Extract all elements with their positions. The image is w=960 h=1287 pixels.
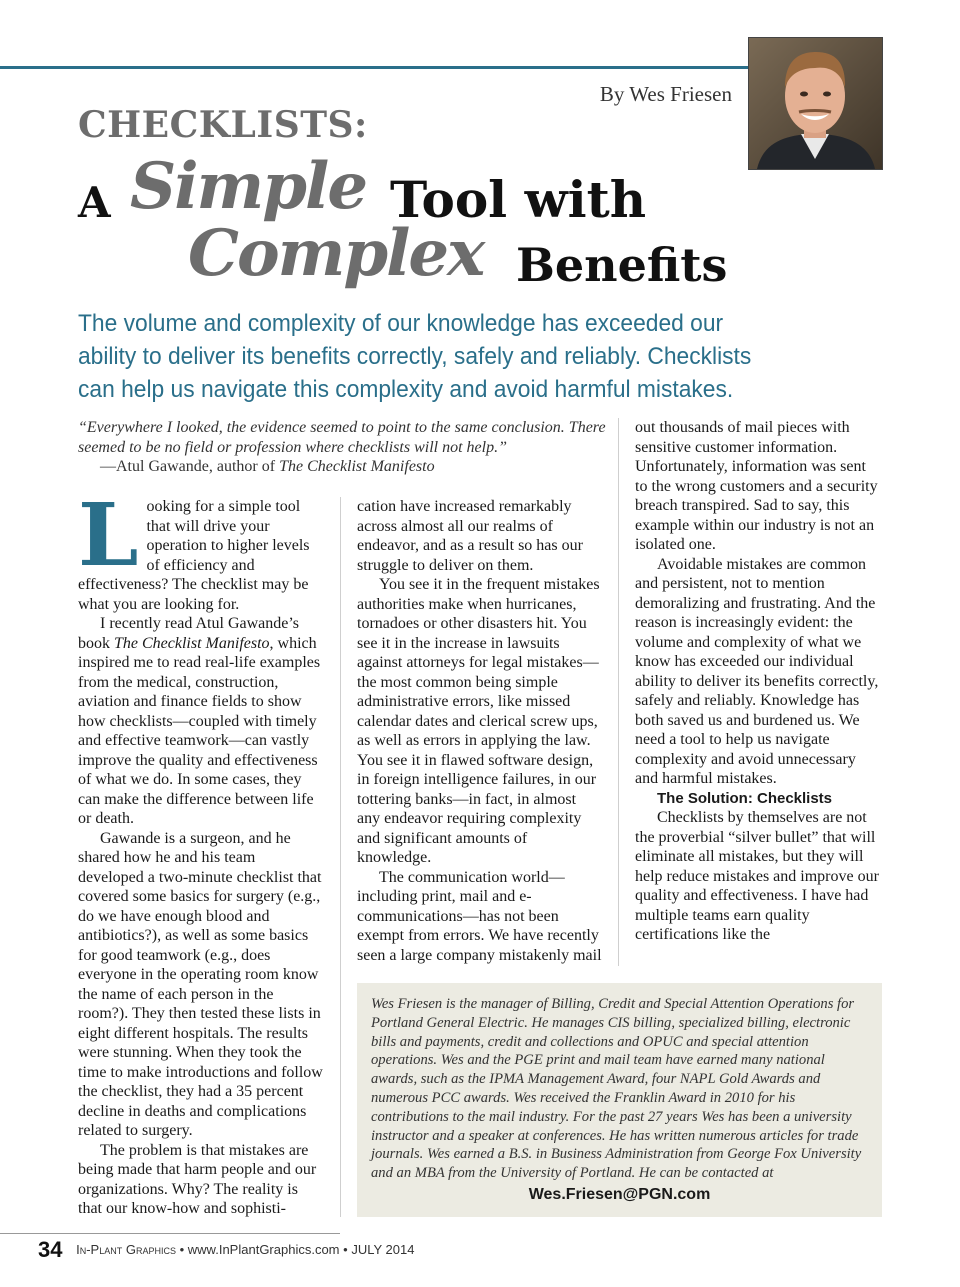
paragraph: out thousands of mail pieces with sensitive customer information. Unfortunately, information was sent to the wrong customers and a security breach transpired. Sad to say, this example within our industry is not an isolated one. xyxy=(635,419,878,553)
column-1 xyxy=(78,485,323,1219)
column-divider-1 xyxy=(340,497,341,1217)
paragraph: The communication world—including print, mail and e-communications—has not been exempt from errors. We have recently seen a large company mistakenly mail xyxy=(357,868,602,964)
author-email-link[interactable]: Wes.Friesen@PGN.com xyxy=(528,1185,711,1203)
author-bio-box xyxy=(357,983,882,1217)
footer-separator: • xyxy=(343,1242,348,1257)
title-word-complex: Complex xyxy=(188,216,484,291)
deck: The volume and complexity of our knowledge has exceeded our ability to deliver its benefits correctly, safely and reliably. Checklists can help us navigate this complexity and avoid harmful mistakes. xyxy=(78,310,752,403)
pull-quote xyxy=(78,418,618,477)
quote-attribution: —Atul Gawande, author of The Checklist Manifesto xyxy=(100,458,435,475)
byline: By Wes Friesen xyxy=(599,82,732,106)
magazine-name: In-Plant Graphics xyxy=(76,1242,176,1257)
column-divider-2 xyxy=(618,418,619,966)
author-photo-icon xyxy=(748,37,883,170)
paragraph: cation have increased remarkably across almost all our realms of endeavor, and as a result so has our struggle to deliver on them. xyxy=(357,498,583,574)
title-word-simple: Simple xyxy=(130,149,367,224)
page-number: 34 xyxy=(38,1237,63,1262)
paragraph: I recently read Atul Gawande’s book The Checklist Manifesto, which inspired me to read real-life examples from the medical, construction, aviation and finance fields to show how checklists—coupled with timely and effective teamwork—can vastly improve the quality and effectiveness of what we do. In some cases, they can make the difference between life or death. xyxy=(78,615,321,827)
quote-text: “Everywhere I looked, the evidence seemed to point to the same conclusion. There seemed to be no field or profession where checklists will not help.” xyxy=(78,419,606,456)
paragraph: You see it in the frequent mistakes authorities make when hurricanes, tornadoes or other disasters hit. You see it in the increase in lawsuits against attorneys for legal mistakes—the most common being simple administrative errors, like missed calendar dates and clerical screw ups, as well as errors in applying the law. You see it in flawed software design, in foreign intelligence failures, in our tottering banks—in fact, in almost any endeavor requiring complexity and significant amounts of knowledge. xyxy=(357,576,600,866)
issue-date: JULY 2014 xyxy=(351,1242,415,1257)
top-rule xyxy=(0,66,748,69)
paragraph: The problem is that mistakes are being made that harm people and our organizations. Why? The reality is that our know-how and sophisti- xyxy=(78,1141,317,1217)
title-words-tool-with: Tool with xyxy=(390,170,647,229)
book-title: The Checklist Manifesto xyxy=(114,634,270,652)
title-word-benefits: Benefits xyxy=(516,238,728,292)
column-2 xyxy=(357,497,602,965)
column-3 xyxy=(635,418,880,945)
footer-separator: • xyxy=(179,1242,185,1257)
footer xyxy=(38,1237,414,1263)
bio-text: Wes Friesen is the manager of Billing, Credit and Special Attention Operations for Portland General Electric. He manages CIS billing, specialized billing, electronic bills and payments, credit and collections and OPUC and special attention operations. Wes and the PGE print and mail team have earned many national awards, such as the IPMA Management Award, four NAPL Gold Awards and numerous PCC awards. Wes received the Franklin Award in 2010 for his contributions to the mail industry. For the past 27 years Wes has been a university instructor and a speaker at conferences. He has written numerous articles for trade journals. Wes earned a B.S. in Business Administration from George Fox University and an MBA from the University of Portland. He can be contacted at xyxy=(371,996,862,1182)
subhead: The Solution: Checklists xyxy=(657,789,833,807)
quote-book-title: The Checklist Manifesto xyxy=(279,458,435,475)
title-word-a: A xyxy=(78,178,111,227)
paragraph: Gawande is a surgeon, and he shared how he and his team developed a two-minute checklist that covered some basics for surgery (e.g., do we have enough blood and antibiotics?), as well as some basics for good teamwork (e.g., does everyone in the operating room know the name of each person in the room?). They then tested these lists in eight different hospitals. The results were stunning. When they took the time to make introductions and follow the checklist, they had a 35 percent decline in deaths and complications related to surgery. xyxy=(78,829,323,1139)
website-link[interactable]: www.InPlantGraphics.com xyxy=(187,1242,340,1257)
paragraph: Checklists by themselves are not the proverbial “silver bullet” that will eliminate all mistakes, but they will help reduce mistakes and improve our quality and effectiveness. I have had multiple teams earn quality certifications like the xyxy=(635,809,879,943)
paragraph: Avoidable mistakes are common and persistent, not to mention demoralizing and frustrating. And the reason is increasingly evident: the volume and complexity of what we know has exceeded our individual ability to deliver its benefits correctly, safely and reliably. Knowledge has both saved us and burdened us. We need a tool to help us navigate complexity and avoid unnecessary and harmful mistakes. xyxy=(635,555,879,787)
paragraph: Looking for a simple tool that will drive your operation to higher levels of efficiency and effectiveness? The checklist may be what you are looking for. xyxy=(78,485,310,613)
footer-rule xyxy=(0,1233,340,1234)
drop-cap: L xyxy=(78,485,139,586)
kicker: CHECKLISTS: xyxy=(78,104,368,146)
